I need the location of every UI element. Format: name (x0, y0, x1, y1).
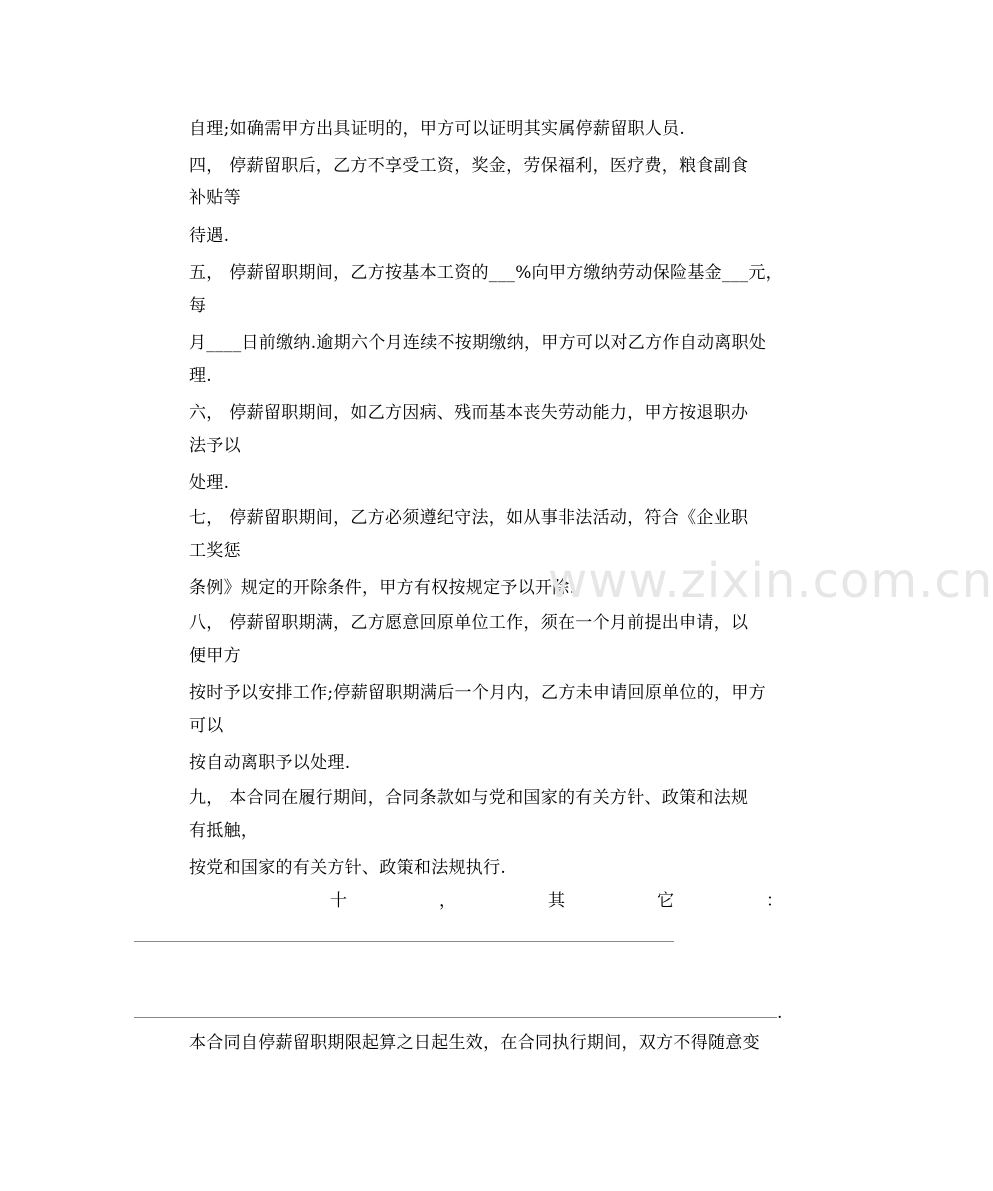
clause-ten-colon: ： (766, 891, 783, 911)
blank-end-mark: . (777, 1003, 783, 1023)
text-line: 每 (189, 296, 207, 316)
text-line: 有抵触， (189, 821, 259, 841)
clause-ten-word-2: 它 (657, 891, 674, 911)
clause-five-line: 五， 停薪留职期间，乙方按基本工资的___%向甲方缴纳劳动保险基金___元， (189, 263, 783, 283)
text-line: 月____日前缴纳.逾期六个月连续不按期缴纳，甲方可以对乙方作自动离职处 (189, 333, 767, 353)
text-line: 按时予以安排工作;停薪留职期满后一个月内，乙方未申请回原单位的，甲方 (189, 683, 766, 703)
text-line: 工奖惩 (189, 541, 241, 561)
clause-ten-comma: ， (439, 891, 456, 911)
text-line: 按自动离职予以处理. (189, 753, 351, 773)
text-line: 理. (189, 366, 213, 386)
text-line: 可以 (189, 716, 224, 736)
clause-ten-word-1: 其 (548, 891, 565, 911)
clause-ten-heading (330, 891, 783, 911)
text-line: 补贴等 (189, 188, 241, 208)
clause-nine-line: 九， 本合同在履行期间，合同条款如与党和国家的有关方针、政策和法规 (189, 788, 749, 808)
closing-line: 本合同自停薪留职期限起算之日起生效，在合同执行期间，双方不得随意变 (189, 1033, 760, 1053)
blank-fill-line (134, 941, 674, 942)
watermark: www.zixin.com.cn (548, 553, 993, 609)
text-line: 待遇. (189, 226, 230, 246)
text-line: 处理. (189, 473, 230, 493)
text-line: 按党和国家的有关方针、政策和法规执行. (189, 858, 507, 878)
clause-ten-number: 十 (330, 891, 347, 911)
clause-seven-line: 七， 停薪留职期间，乙方必须遵纪守法，如从事非法活动，符合《企业职 (189, 508, 749, 528)
text-line: 自理;如确需甲方出具证明的，甲方可以证明其实属停薪留职人员. (189, 119, 686, 139)
blank-fill-line (134, 1017, 777, 1018)
text-line: 便甲方 (189, 646, 241, 666)
text-line: 条例》规定的开除条件，甲方有权按规定予以开除. (189, 578, 576, 598)
clause-four-line: 四， 停薪留职后，乙方不享受工资，奖金，劳保福利，医疗费，粮食副食 (189, 156, 749, 176)
text-line: 法予以 (189, 436, 241, 456)
clause-six-line: 六， 停薪留职期间，如乙方因病、残而基本丧失劳动能力，甲方按退职办 (189, 403, 749, 423)
clause-eight-line: 八， 停薪留职期满，乙方愿意回原单位工作，须在一个月前提出申请，以 (189, 613, 749, 633)
